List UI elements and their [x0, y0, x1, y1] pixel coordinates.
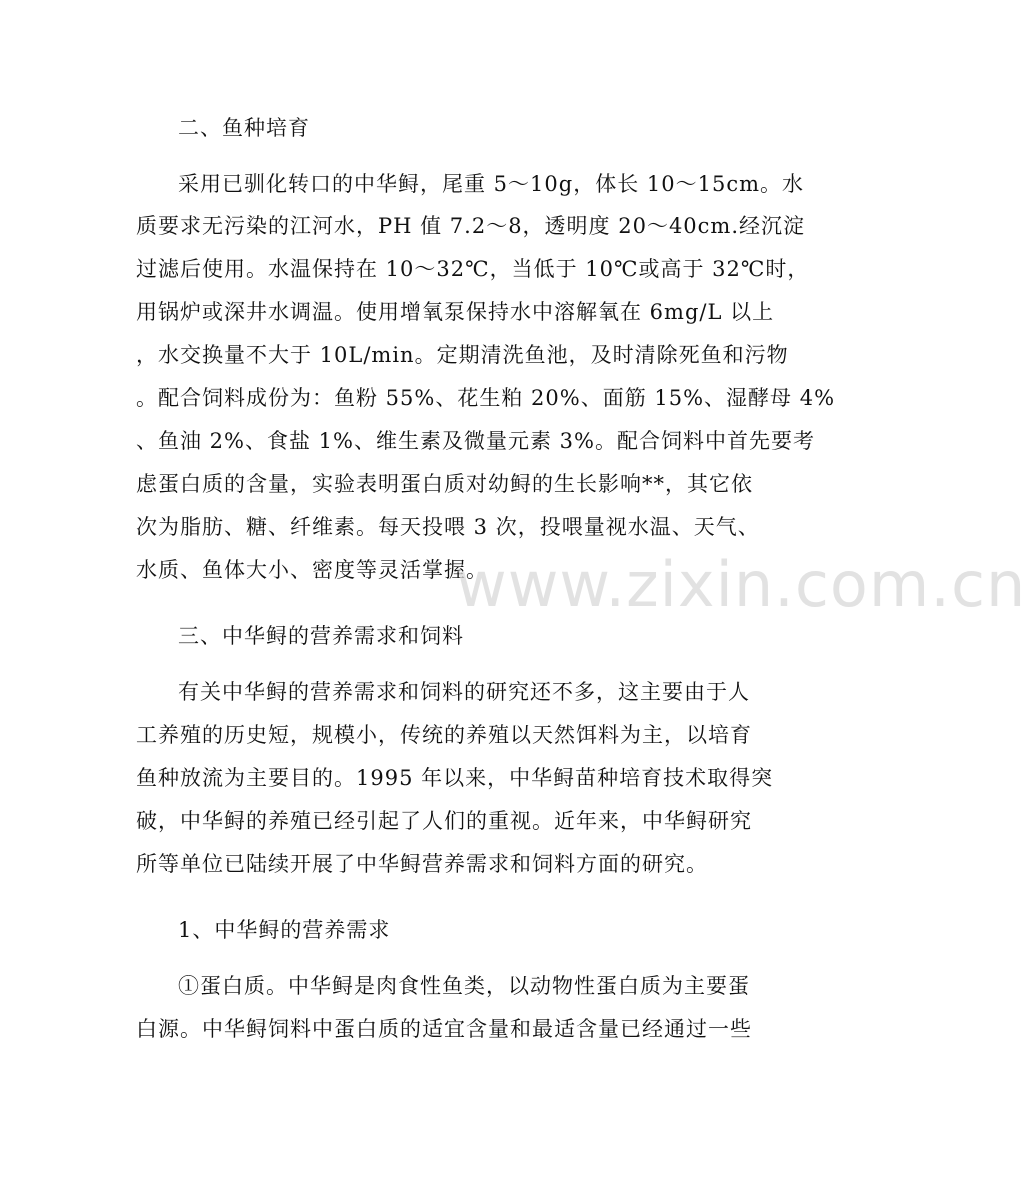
paragraph-line: 。配合饲料成份为：鱼粉 55%、花生粕 20%、面筋 15%、湿酵母 4% [136, 386, 836, 410]
subsection-heading: 1、中华鲟的营养需求 [178, 918, 391, 942]
section-heading: 三、中华鲟的营养需求和饲料 [178, 624, 464, 648]
watermark: www.zixin.com.cn [456, 548, 1026, 621]
paragraph-line: 过滤后使用。水温保持在 10～32℃，当低于 10℃或高于 32℃时， [136, 257, 810, 281]
paragraph-line: ①蛋白质。中华鲟是肉食性鱼类，以动物性蛋白质为主要蛋 [178, 974, 750, 998]
paragraph-line: ，水交换量不大于 10L/min。定期清洗鱼池，及时清除死鱼和污物 [136, 343, 789, 367]
paragraph-line: 工养殖的历史短，规模小，传统的养殖以天然饵料为主，以培育 [136, 723, 752, 747]
paragraph-line: 所等单位已陆续开展了中华鲟营养需求和饲料方面的研究。 [136, 852, 708, 876]
paragraph-line: 白源。中华鲟饲料中蛋白质的适宜含量和最适含量已经通过一些 [136, 1017, 752, 1041]
paragraph-line: 鱼种放流为主要目的。1995 年以来，中华鲟苗种培育技术取得突 [136, 766, 774, 790]
paragraph-line: 、鱼油 2%、食盐 1%、维生素及微量元素 3%。配合饲料中首先要考 [136, 429, 815, 453]
section-heading: 二、鱼种培育 [178, 116, 310, 140]
paragraph-line: 次为脂肪、糖、纤维素。每天投喂 3 次，投喂量视水温、天气、 [136, 515, 760, 539]
paragraph-line: 用锅炉或深井水调温。使用增氧泵保持水中溶解氧在 6mg/L 以上 [136, 300, 775, 324]
paragraph-line: 水质、鱼体大小、密度等灵活掌握。 [136, 558, 488, 582]
paragraph-line: 质要求无污染的江河水，PH 值 7.2～8，透明度 20～40cm.经沉淀 [136, 214, 806, 238]
paragraph-line: 虑蛋白质的含量，实验表明蛋白质对幼鲟的生长影响**，其它依 [136, 472, 753, 496]
paragraph-line: 破，中华鲟的养殖已经引起了人们的重视。近年来，中华鲟研究 [136, 809, 752, 833]
paragraph-line: 有关中华鲟的营养需求和饲料的研究还不多，这主要由于人 [178, 680, 750, 704]
paragraph-line: 采用已驯化转口的中华鲟，尾重 5～10g，体长 10～15cm。水 [178, 172, 804, 196]
